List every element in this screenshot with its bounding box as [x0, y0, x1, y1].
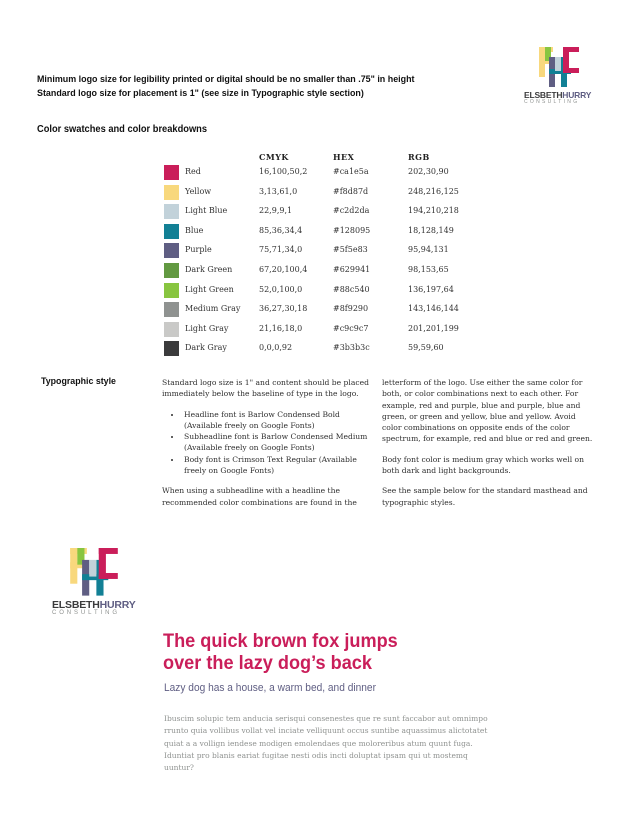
logo-wordmark-part1: ELSBETH: [524, 90, 563, 100]
swatch-rgb: 194,210,218: [408, 206, 459, 216]
swatch-cmyk: 67,20,100,4: [259, 265, 308, 274]
sample-body-text: Ibuscim solupic tem anducia serisqui consenestes que re sunt faccabor aut omnimpo rrunto quia vollibus vollat vel inciate velliquunt occus suntibe aquassimus alictotatet quiat a a vollign iendese modigen emolendaes que moloreribus atum quunt fuga. Iduntiat pro blanis eariat fugitae nesti odis incti doluptat ipsam qui ut mostemq uuntur?: [164, 714, 488, 773]
logo-top: [524, 47, 594, 105]
color-swatch: [164, 302, 179, 317]
swatch-cmyk: 21,16,18,0: [259, 323, 303, 333]
swatch-cmyk: 75,71,34,0: [259, 245, 303, 255]
color-swatch: [164, 341, 179, 356]
swatch-hex: #88c540: [333, 284, 370, 294]
sample-headline-line2: over the lazy dog’s back: [163, 652, 372, 674]
color-swatch: [164, 263, 179, 278]
swatch-row: [164, 204, 504, 220]
swatch-row: [164, 224, 504, 240]
logo-tagline: CONSULTING: [52, 610, 120, 616]
font-list-item: • Subheadline font is Barlow Condensed Medium (Available freely on Google Fonts): [182, 431, 374, 454]
swatch-hex: #c9c9c7: [333, 323, 369, 333]
swatch-hex: #3b3b3c: [333, 343, 370, 353]
font-list-item: • Body font is Crimson Text Regular (Available freely on Google Fonts): [182, 454, 374, 477]
swatch-row: [164, 302, 504, 318]
swatch-row: [164, 322, 504, 338]
logo-tagline: CONSULTING: [524, 99, 580, 105]
header-rgb: RGB: [408, 152, 430, 162]
swatch-cmyk: 16,100,50,2: [259, 167, 308, 176]
min-size-note: Minimum logo size for legibility printed or digital should be no smaller than .75" in height: [37, 74, 415, 85]
intro-text: [37, 73, 415, 101]
swatch-rgb: 136,197,64: [408, 284, 454, 294]
typographic-col1: [162, 377, 374, 517]
swatch-rgb: 143,146,144: [408, 304, 459, 314]
swatch-row: [164, 263, 504, 279]
logo-mark-icon: [539, 47, 579, 89]
col2-paragraph-3: See the sample below for the standard masthead and typographic styles.: [382, 486, 588, 507]
color-swatch: [164, 283, 179, 298]
swatch-cmyk: 22,9,9,1: [259, 206, 293, 216]
swatch-row: [164, 243, 504, 259]
swatch-name: Light Gray: [185, 323, 229, 333]
swatch-hex: #c2d2da: [333, 206, 370, 216]
swatch-name: Dark Green: [185, 265, 233, 274]
swatch-hex: #629941: [333, 265, 371, 274]
swatch-name: Red: [185, 167, 201, 176]
swatch-name: Purple: [185, 245, 212, 255]
swatch-hex: #f8d87d: [333, 186, 369, 196]
logo-sample: [52, 548, 142, 616]
swatch-row: [164, 283, 504, 299]
swatch-name: Yellow: [185, 186, 212, 196]
color-swatch: [164, 243, 179, 258]
swatch-rgb: 98,153,65: [408, 265, 449, 274]
swatch-row: [164, 165, 504, 181]
swatch-rgb: 95,94,131: [408, 245, 449, 255]
sample-headline: [163, 630, 398, 674]
swatch-hex: #ca1e5a: [333, 167, 369, 176]
color-swatch: [164, 204, 179, 219]
swatch-rgb: 59,59,60: [408, 343, 444, 353]
swatch-cmyk: 85,36,34,4: [259, 225, 303, 235]
sample-subheadline: Lazy dog has a house, a warm bed, and dinner: [164, 682, 376, 694]
font-list-item: • Headline font is Barlow Condensed Bold (Available freely on Google Fonts): [182, 409, 374, 432]
swatch-row: [164, 185, 504, 201]
header-hex: HEX: [333, 152, 355, 162]
header-cmyk: CMYK: [259, 152, 289, 162]
logo-wordmark-part2: HURRY: [562, 90, 592, 100]
swatch-rgb: 202,30,90: [408, 167, 449, 176]
swatch-name: Blue: [185, 225, 204, 235]
swatches-title: Color swatches and color breakdowns: [37, 124, 208, 135]
color-swatch: [164, 185, 179, 200]
logo-mark-icon: [70, 548, 118, 598]
swatch-name: Dark Gray: [185, 343, 227, 353]
sample-headline-line1: The quick brown fox jumps: [163, 630, 398, 652]
logo-wordmark-part1: ELSBETH: [52, 599, 100, 611]
col1-paragraph-1: Standard logo size is 1" and content should be placed immediately below the baseline of type in the logo.: [162, 378, 369, 399]
swatch-hex: #128095: [333, 225, 371, 235]
swatch-cmyk: 3,13,61,0: [259, 186, 298, 196]
color-swatch: [164, 224, 179, 239]
color-swatch: [164, 165, 179, 180]
color-swatch: [164, 322, 179, 337]
col2-paragraph-2: Body font color is medium gray which works well on both dark and light backgrounds.: [382, 454, 584, 476]
swatch-name: Medium Gray: [185, 304, 241, 314]
typographic-col2: [382, 377, 596, 517]
swatch-hex: #5f5e83: [333, 245, 368, 255]
logo-wordmark-part2: HURRY: [99, 599, 136, 611]
swatch-cmyk: 52,0,100,0: [259, 284, 303, 294]
swatch-name: Light Blue: [185, 206, 228, 216]
swatch-rgb: 18,128,149: [408, 225, 454, 235]
swatch-hex: #8f9290: [333, 304, 369, 314]
swatch-name: Light Green: [185, 284, 234, 294]
standard-size-note: Standard logo size for placement is 1" (see size in Typographic style section): [37, 88, 364, 99]
swatch-row: [164, 341, 504, 357]
font-list: [162, 409, 374, 477]
swatch-cmyk: 36,27,30,18: [259, 304, 308, 314]
swatch-rgb: 201,201,199: [408, 323, 459, 333]
swatch-rgb: 248,216,125: [408, 186, 459, 196]
typographic-title: Typographic style: [41, 376, 116, 387]
col1-paragraph-2: When using a subheadline with a headline the recommended color combinations are found in the: [162, 486, 357, 507]
col2-paragraph-1: letterform of the logo. Use either the same color for both, or color combinations next to each other. For example, red and purple, blue and purple, blue and green, or green and yellow, blue and yellow. Avoid color combinations on opposite ends of the color spectrum, for example, red and blue or red and green.: [382, 378, 593, 444]
swatch-cmyk: 0,0,0,92: [259, 343, 293, 353]
